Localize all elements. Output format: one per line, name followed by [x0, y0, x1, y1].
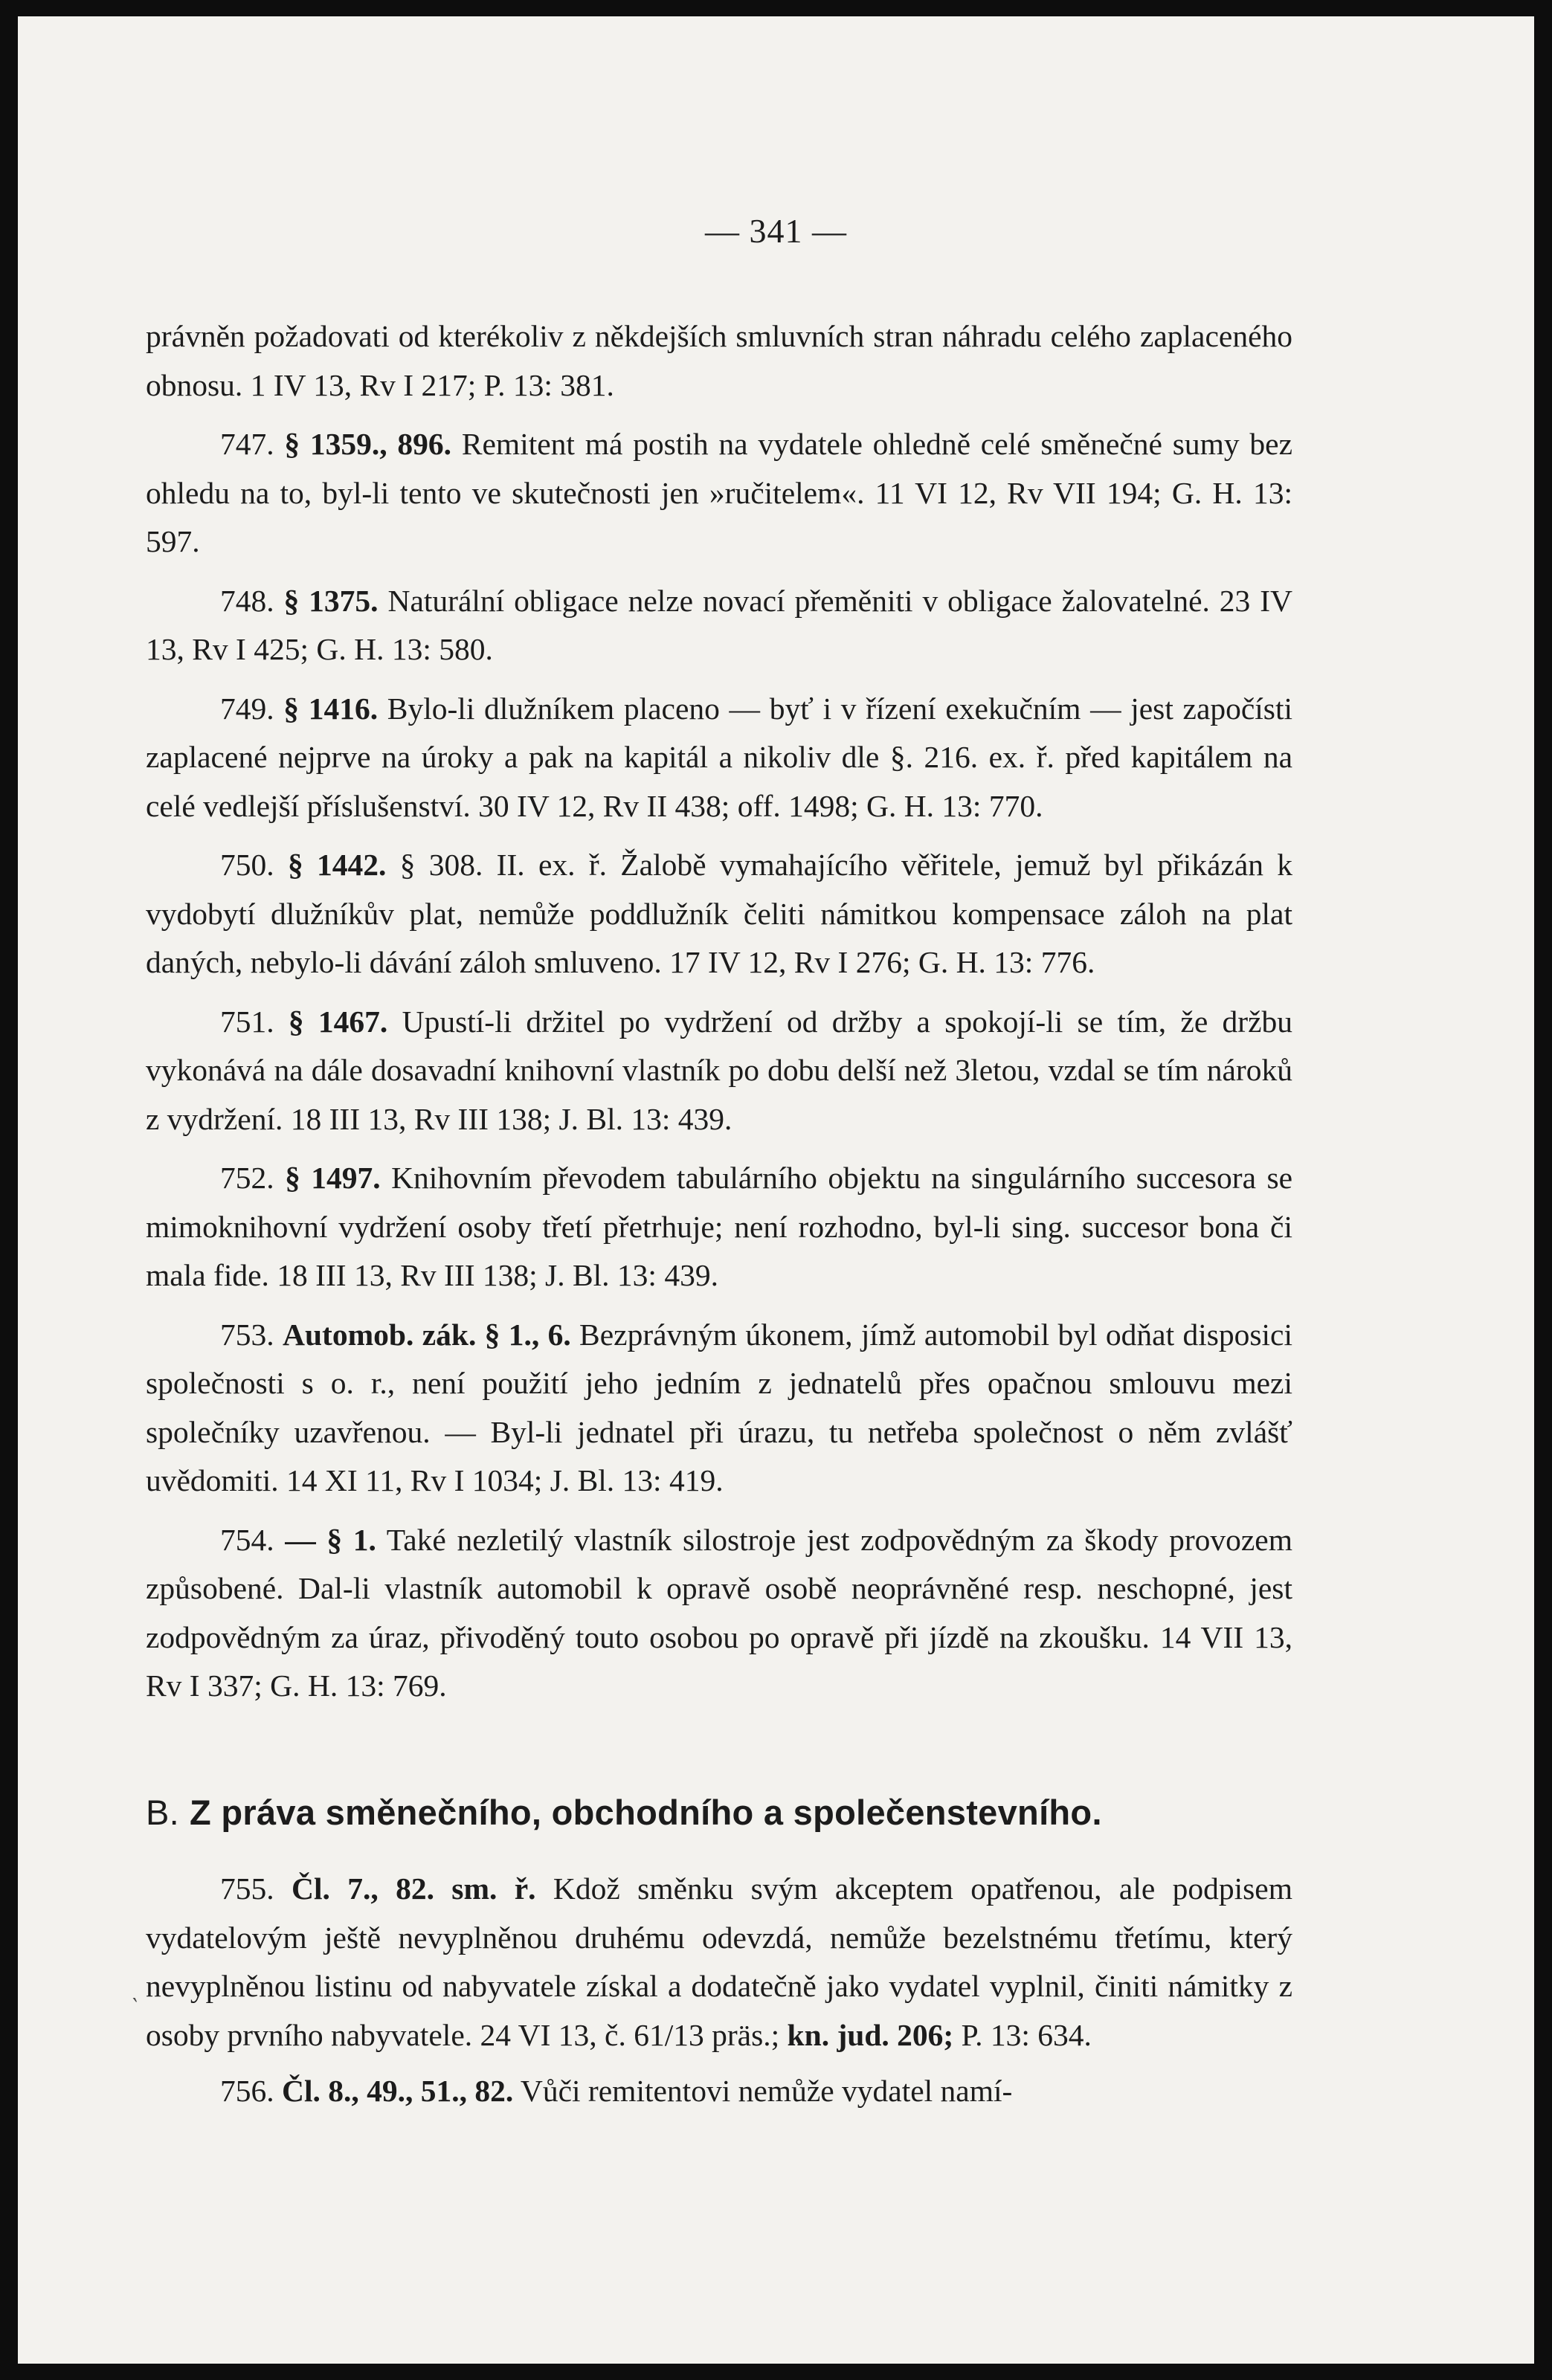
entry-citation: § 1375. [283, 583, 379, 618]
page-body [146, 312, 1292, 2123]
entry-756 [146, 2067, 1292, 2116]
section-heading [146, 1788, 1292, 1837]
entry-number: 747. [220, 427, 274, 461]
entry-text: Kdož směnku svým akceptem opatřenou, ale podpisem vydatelovým ještě nevyplněnou druhému odevzdá, nemůže bezelstnému třetímu, který nevyplněnou listinu od nabyvatele získal a dodatečně jako vydatel vyplnil, činiti námitky z osoby prvního nabyvatele. 24 VI 13, č. 61/13 präs.; [146, 1871, 1293, 2052]
entry-number: 753. [220, 1317, 274, 1352]
page-number: — 341 — [705, 212, 847, 250]
entry-number: 751. [220, 1004, 274, 1039]
entry-citation: § 1467. [288, 1004, 388, 1039]
entry-text: právněn požadovati od kterékoliv z někdejších smluvních stran náhradu celého zaplaceného obnosu. 1 IV 13, Rv I 217; P. 13: 381. [146, 319, 1292, 402]
entry-752 [146, 1154, 1292, 1300]
entry-text: Upustí-li držitel po vydržení od držby a spokojí-li se tím, že držbu vykonává na dále dosavadní knihovní vlastník po dobu delší než 3letou, vzdal se tím nároků z vydržení. 18 III 13, Rv III 138; J. Bl. 13: 439. [146, 1004, 1292, 1136]
entry-number: 756. [220, 2074, 274, 2108]
entry-755 [146, 1865, 1292, 2060]
margin-mark: ‵ [132, 1995, 138, 2019]
entry-750 [146, 841, 1292, 987]
entry-citation: Čl. 8., 49., 51., 82. [282, 2074, 514, 2108]
entry-citation-tail: kn. jud. 206; [787, 2017, 954, 2052]
entry-citation: Čl. 7., 82. sm. ř. [291, 1871, 536, 1906]
entry-754 [146, 1516, 1292, 1711]
section-title: Z práva směnečního, obchodního a společenstevního. [190, 1792, 1102, 1832]
book-page [18, 16, 1534, 2364]
entry-text: Vůči remitentovi nemůže vydatel namí- [520, 2074, 1013, 2108]
entry-citation: § 1359., 896. [284, 427, 452, 461]
entry-text-tail: P. 13: 634. [961, 2017, 1092, 2052]
entry-citation: — § 1. [285, 1522, 376, 1557]
entry-text: Bylo-li dlužníkem placeno — byť i v řízení exekučním — jest započísti zaplacené nejprve na úroky a pak na kapitál a nikoliv dle §. 216. ex. ř. před kapitálem na celé vedlejší příslušenství. 30 IV 12, Rv II 438; off. 1498; G. H. 13: 770. [146, 691, 1293, 823]
entry-continuation [146, 312, 1292, 410]
entry-citation: § 1416. [283, 691, 379, 726]
entry-748 [146, 577, 1292, 674]
entry-751 [146, 998, 1292, 1144]
entry-747 [146, 420, 1292, 567]
entry-number: 755. [220, 1871, 274, 1906]
entry-number: 748. [220, 583, 274, 618]
section-letter: B. [146, 1792, 180, 1832]
entry-text: Remitent má postih na vydatele ohledně celé směnečné sumy bez ohledu na to, byl-li tento ve skutečnosti jen »ručitelem«. 11 VI 12, Rv VII 194; G. H. 13: 597. [146, 427, 1293, 558]
entry-citation: § 1497. [285, 1161, 381, 1195]
entry-number: 754. [220, 1522, 274, 1557]
entry-753 [146, 1311, 1292, 1506]
entry-text: Knihovním převodem tabulárního objektu na singulárního succesora se mimoknihovní vydržení osoby třetí přetrhuje; není rozhodno, byl-li sing. succesor bona či mala fide. 18 III 13, Rv III 138; J. Bl. 13: 439. [146, 1161, 1293, 1292]
entry-number: 750. [220, 848, 274, 882]
entry-number: 752. [220, 1161, 274, 1195]
entry-text: Také nezletilý vlastník silostroje jest zodpovědným za škody provozem způsobené. Dal-li vlastník automobil k opravě osobě neoprávněné resp. neschopné, jest zodpovědným za úraz, přivoděný touto osobou po opravě při jízdě na zkoušku. 14 VII 13, Rv I 337; G. H. 13: 769. [146, 1522, 1293, 1703]
entry-749 [146, 685, 1292, 831]
entry-citation: § 1442. [287, 848, 387, 882]
entry-text: § 308. II. ex. ř. Žalobě vymahajícího věřitele, jemuž byl přikázán k vydobytí dlužníkův plat, nemůže poddlužník čeliti námitkou kompensace záloh na plat daných, nebylo-li dávání záloh smluveno. 17 IV 12, Rv I 276; G. H. 13: 776. [146, 848, 1293, 979]
entry-number: 749. [220, 691, 274, 726]
entry-citation: Automob. zák. § 1., 6. [282, 1317, 571, 1352]
entry-text: Bezprávným úkonem, jímž automobil byl odňat disposici společnosti s o. r., není použití jeho jedním z jednatelů přes opačnou smlouvu mezi společníky uzavřenou. — Byl-li jednatel při úrazu, tu netřeba společnost o něm zvlášť uvědomiti. 14 XI 11, Rv I 1034; J. Bl. 13: 419. [146, 1317, 1293, 1497]
entry-text: Naturální obligace nelze novací přeměniti v obligace žalovatelné. 23 IV 13, Rv I 425; G. H. 13: 580. [146, 583, 1292, 666]
